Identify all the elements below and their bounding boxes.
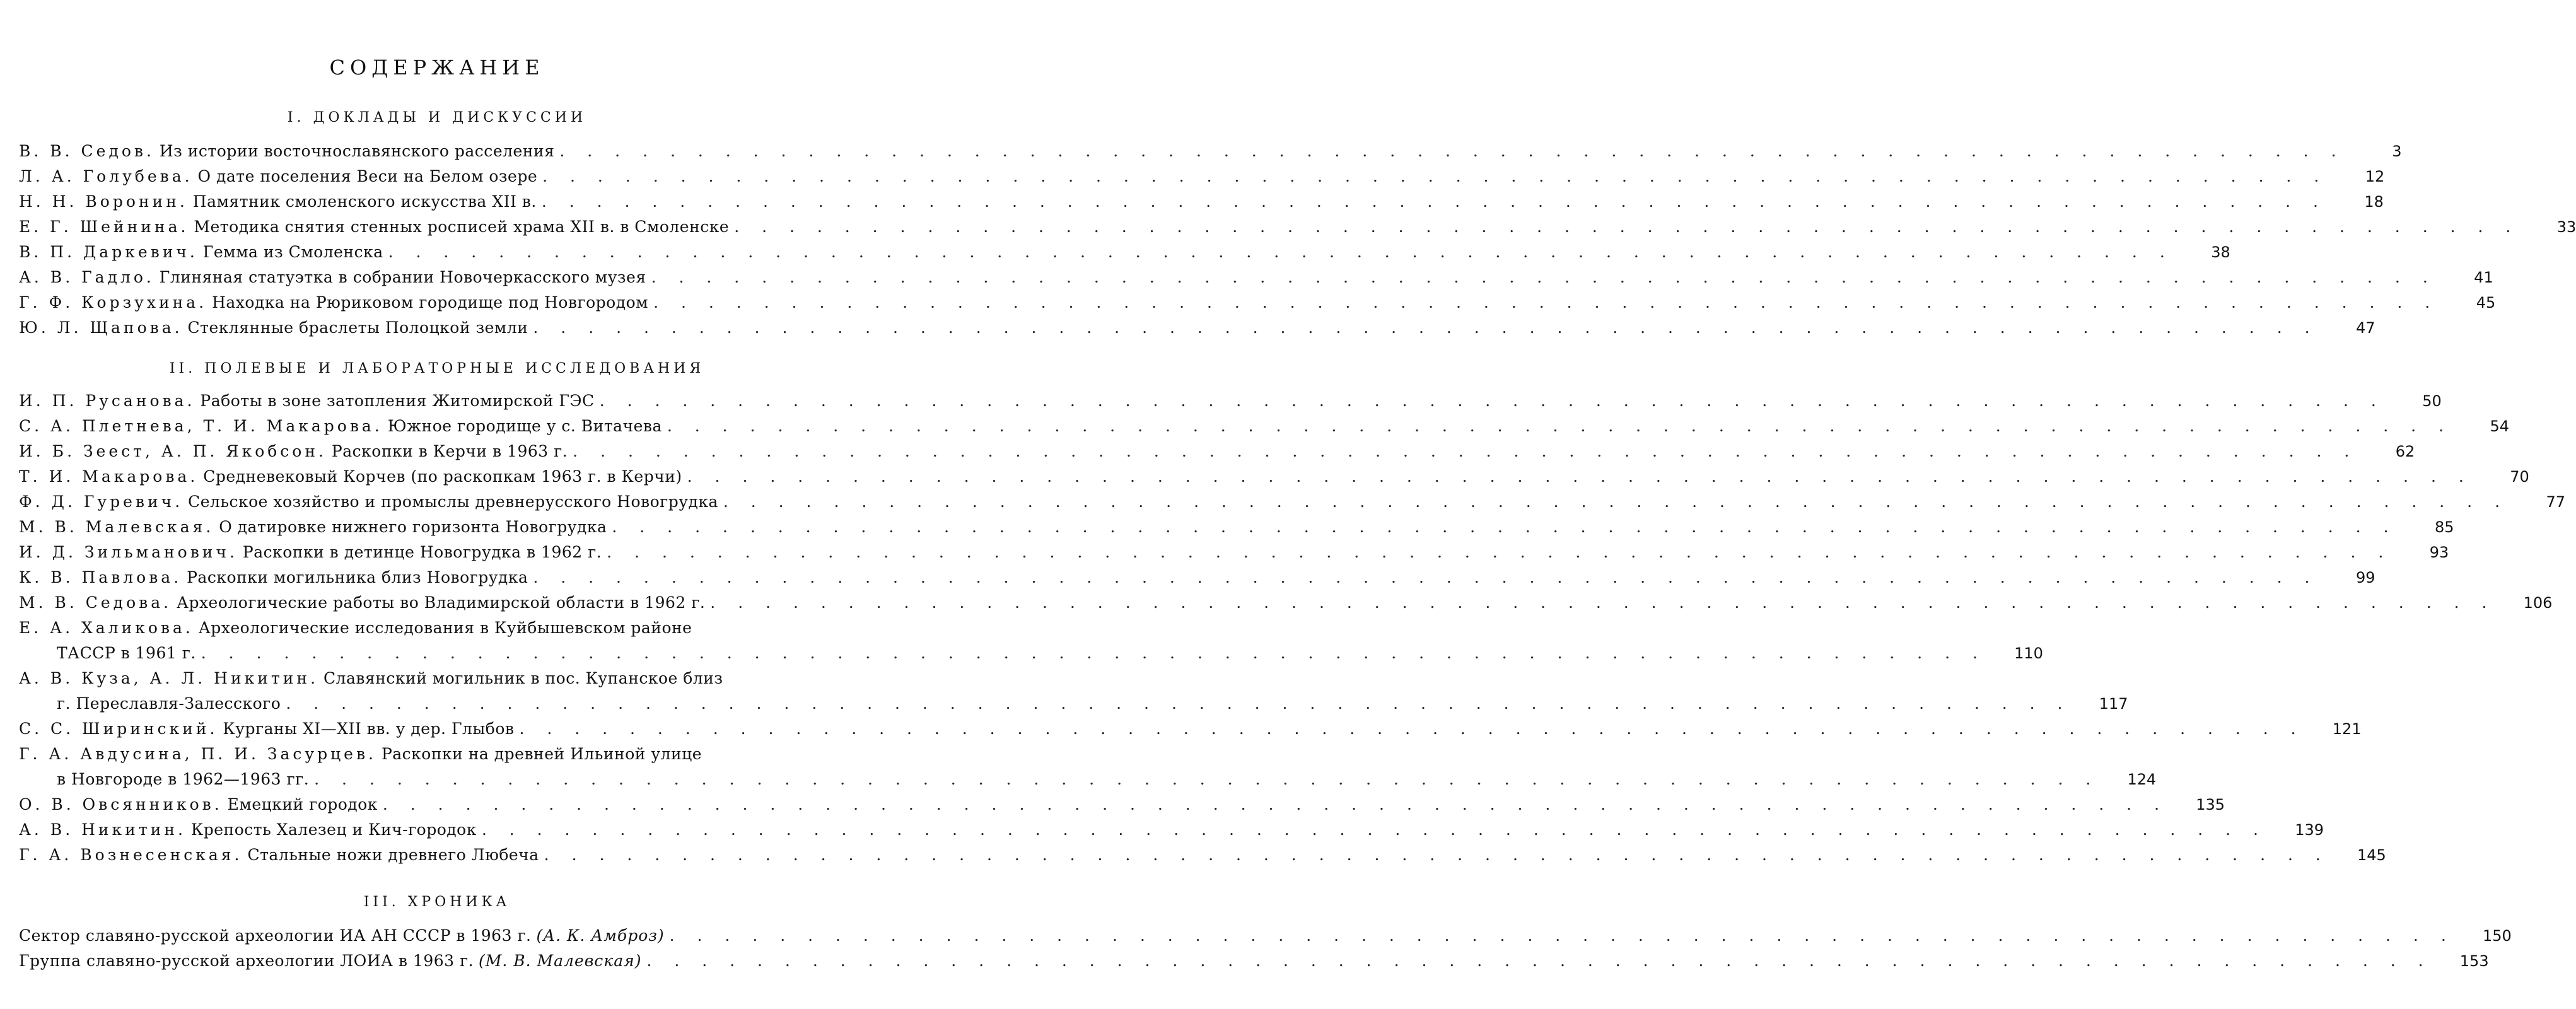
entry-author: Н. Н. Воронин. <box>19 192 188 211</box>
toc-entry[interactable] <box>19 315 2375 341</box>
entry-title: Из истории восточнославянского расселения <box>159 142 555 160</box>
dot-leader <box>196 641 1986 666</box>
entry-author: Ю. Л. Щапова. <box>19 318 183 337</box>
toc-entry[interactable] <box>19 540 2449 565</box>
dot-leader <box>682 464 2473 489</box>
entry-author: Е. А. Халикова. <box>19 619 194 637</box>
entry-author: Г. Ф. Корзухина. <box>19 293 207 312</box>
entry-author: А. В. Гадло. <box>19 268 154 286</box>
entry-author: А. В. Куза, А. Л. Никитин. <box>19 669 319 687</box>
toc-entry[interactable] <box>19 817 2324 843</box>
entry-author: А. В. Никитин. <box>19 820 186 839</box>
entry-title: Работы в зоне затопления Житомирской ГЭС <box>200 392 595 410</box>
entry-page-number: 45 <box>2476 294 2496 312</box>
toc-entry[interactable] <box>19 164 2385 189</box>
toc-entry[interactable] <box>19 439 2415 464</box>
entry-author: Г. А. Вознесенская. <box>19 846 243 864</box>
dot-leader <box>383 240 2174 265</box>
toc-entry[interactable] <box>19 464 2529 489</box>
dot-leader <box>554 139 2345 164</box>
entry-title: Курганы XI—XII вв. у дер. Глыбов <box>223 720 515 738</box>
entry-author: М. В. Малевская. <box>19 518 214 536</box>
entry-title-continued: ТАССР в 1961 г. <box>57 644 196 662</box>
entry-page-number: 139 <box>2295 821 2324 839</box>
toc-entry[interactable] <box>19 214 2576 240</box>
entry-title: О дате поселения Веси на Белом озере <box>197 167 538 185</box>
entry-title-continued: г. Переславля-Залесского <box>57 694 281 713</box>
entry-author: О. В. Овсянников. <box>19 795 223 814</box>
entry-author: Ф. Д. Гуревич. <box>19 493 184 511</box>
toc-entry[interactable] <box>19 792 2225 817</box>
toc-entry[interactable] <box>19 615 2043 666</box>
entry-title: Раскопки на древней Ильиной улице <box>381 745 702 763</box>
entry-page-number: 124 <box>2127 771 2157 788</box>
entry-title: Глиняная статуэтка в собрании Новочеркасского музея <box>159 268 646 286</box>
toc-entry[interactable] <box>19 240 2230 265</box>
dot-leader <box>602 540 2392 565</box>
dot-leader <box>528 315 2318 341</box>
toc-entry[interactable] <box>19 742 2157 792</box>
entry-title: Сельское хозяйство и промыслы древнерусского Новогрудка <box>188 493 718 511</box>
entry-title: Емецкий городок <box>227 795 378 814</box>
section-entries-3 <box>19 923 2512 974</box>
entry-title: Раскопки в детинце Новогрудка в 1962 г. <box>242 543 602 561</box>
entry-title: Группа славяно-русской археологии ЛОИА в 1963 г. <box>19 952 474 970</box>
entry-page-number: 3 <box>2392 143 2402 160</box>
entry-author: С. С. Ширинский. <box>19 720 218 738</box>
toc-entry[interactable] <box>19 290 2496 315</box>
entry-author: К. В. Павлова. <box>19 568 182 586</box>
entry-author: С. А. Плетнева, Т. И. Макарова. <box>19 417 383 435</box>
entry-title: Средневековый Корчев (по раскопкам 1963 г. в Керчи) <box>203 467 682 486</box>
dot-leader <box>729 214 2519 240</box>
entry-page-number: 117 <box>2099 695 2128 713</box>
entry-page-number: 33 <box>2556 218 2576 236</box>
entry-page-number: 47 <box>2356 319 2375 337</box>
entry-title: О датировке нижнего горизонта Новогрудка <box>219 518 607 536</box>
section-heading-2: II. ПОЛЕВЫЕ И ЛАБОРАТОРНЫЕ ИССЛЕДОВАНИЯ <box>169 361 705 376</box>
toc-entry[interactable] <box>19 923 2512 948</box>
entry-page-number: 50 <box>2422 392 2442 410</box>
dot-leader <box>648 290 2439 315</box>
dot-leader <box>718 489 2509 515</box>
dot-leader <box>662 414 2452 439</box>
dot-leader <box>309 767 2099 792</box>
dot-leader <box>665 923 2455 948</box>
entry-author: И. Д. Зильманович. <box>19 543 238 561</box>
dot-leader <box>568 439 2358 464</box>
entry-page-number: 99 <box>2355 569 2375 586</box>
toc-entry[interactable] <box>19 414 2510 439</box>
entry-title: Сектор славяно-русской археологии ИА АН СССР в 1963 г. <box>19 926 532 945</box>
entry-title: Археологические исследования в Куйбышевском районе <box>198 619 692 637</box>
entry-note: (А. К. Амброз) <box>536 926 665 945</box>
entry-author: М. В. Седова. <box>19 593 172 612</box>
entry-page-number: 54 <box>2490 417 2510 435</box>
entry-author: Т. И. Макарова. <box>19 467 199 486</box>
entry-page-number: 150 <box>2482 927 2512 945</box>
entry-page-number: 18 <box>2364 193 2384 211</box>
dot-leader <box>595 388 2385 414</box>
section-entries-1 <box>19 139 2576 341</box>
entry-title: Гемма из Смоленска <box>202 243 383 261</box>
entry-title: Южное городище у с. Витачева <box>387 417 662 435</box>
toc-entry[interactable] <box>19 948 2489 974</box>
entry-title: Методика снятия стенных росписей храма XII в. в Смоленске <box>194 218 730 236</box>
toc-entry[interactable] <box>19 265 2493 290</box>
entry-title: Археологические работы во Владимирской области в 1962 г. <box>177 593 706 612</box>
entry-page-number: 110 <box>2014 644 2043 662</box>
entry-page-number: 41 <box>2474 269 2493 286</box>
toc-entry[interactable] <box>19 388 2442 414</box>
entry-note: (М. В. Малевская) <box>479 952 642 970</box>
dot-leader <box>641 948 2432 974</box>
entry-author: И. П. Русанова. <box>19 392 195 410</box>
entry-title: Стальные ножи древнего Любеча <box>247 846 539 864</box>
dot-leader <box>537 164 2328 189</box>
entry-page-number: 12 <box>2365 168 2385 185</box>
toc-entry[interactable] <box>19 139 2402 164</box>
entry-author: В. В. Седов. <box>19 142 154 160</box>
dot-leader <box>378 792 2168 817</box>
toc-entry[interactable] <box>19 489 2566 515</box>
entry-page-number: 145 <box>2357 846 2386 864</box>
toc-entry[interactable] <box>19 565 2375 590</box>
entry-page-number: 135 <box>2196 796 2225 814</box>
entry-author: Г. А. Авдусина, П. И. Засурцев. <box>19 745 376 763</box>
toc-entry[interactable] <box>19 590 2553 615</box>
entry-title: Раскопки в Керчи в 1963 г. <box>331 442 568 460</box>
entry-author: В. П. Даркевич. <box>19 243 198 261</box>
dot-leader <box>477 817 2267 843</box>
section-heading-1: I. ДОКЛАДЫ И ДИСКУССИИ <box>287 110 587 125</box>
section-entries-2 <box>19 388 2566 868</box>
entry-title: Раскопки могильника близ Новогрудка <box>187 568 528 586</box>
dot-leader <box>539 843 2329 868</box>
entry-page-number: 62 <box>2395 443 2415 460</box>
dot-leader <box>607 515 2397 540</box>
entry-title: Находка на Рюриковом городище под Новгородом <box>212 293 649 312</box>
toc-entry[interactable] <box>19 666 2128 716</box>
entry-author: Л. А. Голубева. <box>19 167 193 185</box>
entry-page-number: 106 <box>2523 594 2553 612</box>
page-title: СОДЕРЖАНИЕ <box>329 55 545 79</box>
entry-page-number: 121 <box>2332 720 2362 738</box>
toc-entry[interactable] <box>19 515 2454 540</box>
entry-page-number: 85 <box>2434 518 2454 536</box>
entry-author: И. Б. Зеест, А. П. Якобсон. <box>19 442 327 460</box>
dot-leader <box>646 265 2437 290</box>
toc-entry[interactable] <box>19 843 2386 868</box>
dot-leader <box>528 565 2318 590</box>
dot-leader <box>705 590 2495 615</box>
dot-leader <box>281 691 2071 716</box>
dot-leader <box>514 716 2304 742</box>
entry-page-number: 70 <box>2510 468 2529 486</box>
entry-title: Славянский могильник в пос. Купанское близ <box>323 669 723 687</box>
entry-title: Стеклянные браслеты Полоцкой земли <box>187 318 528 337</box>
dot-leader <box>537 189 2327 214</box>
section-heading-3: III. ХРОНИКА <box>363 894 511 910</box>
entry-title: Памятник смоленского искусства XII в. <box>192 192 537 211</box>
entry-page-number: 77 <box>2546 493 2566 511</box>
entry-page-number: 38 <box>2211 243 2230 261</box>
toc-entry[interactable] <box>19 716 2362 742</box>
toc-entry[interactable] <box>19 189 2384 214</box>
entry-page-number: 153 <box>2459 952 2489 970</box>
entry-page-number: 93 <box>2429 544 2449 561</box>
entry-title: Крепость Халезец и Кич-городок <box>190 820 477 839</box>
entry-title-continued: в Новгороде в 1962—1963 гг. <box>57 770 310 788</box>
entry-author: Е. Г. Шейнина. <box>19 218 189 236</box>
